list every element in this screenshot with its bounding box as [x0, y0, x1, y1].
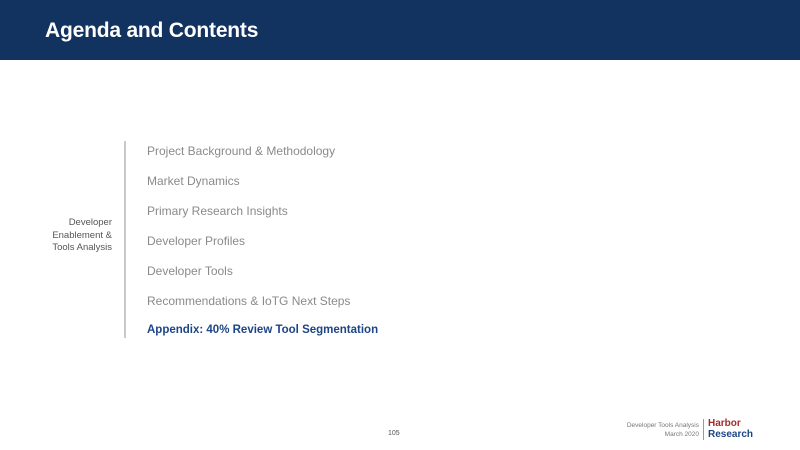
logo-line-research: Research	[708, 428, 754, 440]
agenda-item: Project Background & Methodology	[147, 144, 336, 158]
agenda-list	[147, 144, 378, 354]
section-label-line: Enablement &	[52, 229, 112, 241]
section-label-line: Tools Analysis	[52, 242, 112, 253]
footer-meta	[627, 421, 699, 439]
report-date: March 2020	[664, 431, 699, 438]
footer-separator	[703, 419, 704, 440]
agenda-item-active: Appendix: 40% Review Tool Segmentation	[147, 324, 379, 336]
report-title: Developer Tools Analysis	[626, 422, 699, 429]
logo-line-harbor: Harbor	[708, 418, 741, 429]
agenda-item: Market Dynamics	[147, 174, 240, 188]
agenda-item: Recommendations & IoTG Next Steps	[147, 294, 351, 308]
agenda-item: Developer Profiles	[147, 234, 246, 248]
agenda-item: Primary Research Insights	[147, 204, 288, 218]
section-label	[40, 217, 112, 255]
section-label-line: Developer	[68, 217, 112, 228]
header-bar	[0, 0, 800, 60]
page-number: 105	[388, 430, 400, 437]
harbor-research-logo	[708, 419, 753, 440]
agenda-item: Developer Tools	[147, 264, 233, 278]
page-title: Agenda and Contents	[45, 19, 259, 42]
vertical-divider	[124, 141, 126, 338]
